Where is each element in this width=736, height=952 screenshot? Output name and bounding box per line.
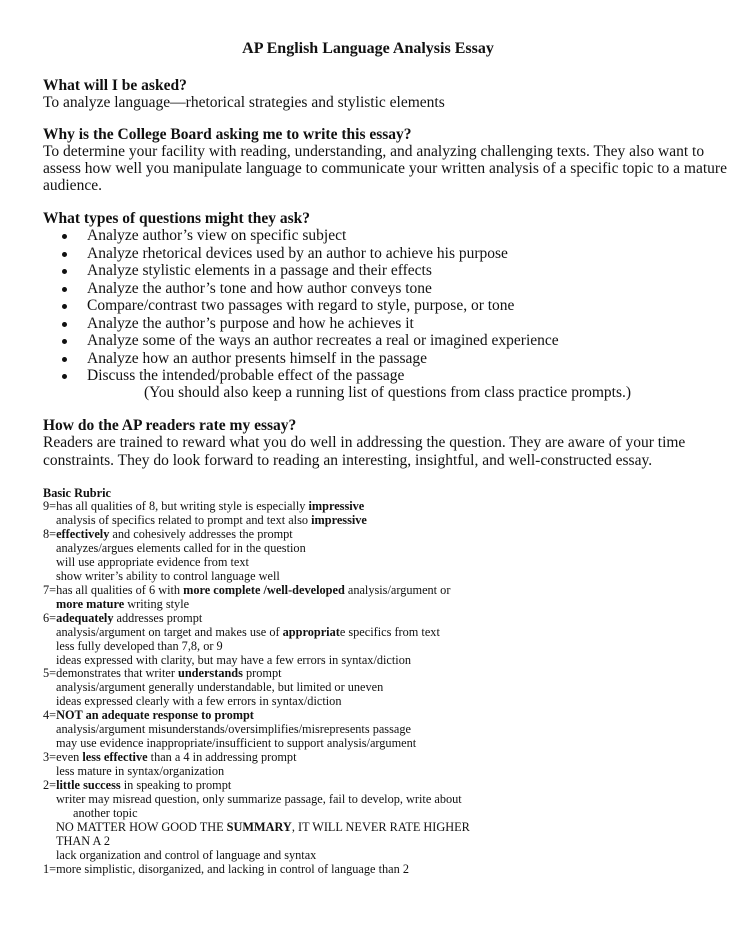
text-why-line-2: assess how well you manipulate language to communicate your written analysis of a specific topic to a mature [43,160,727,177]
rubric-line-6-detail: analysis/argument on target and makes use of appropriate specifics from text [56,625,440,639]
rubric-line-5-detail: analysis/argument generally understandable, but limited or uneven [56,680,384,694]
rubric-line-7: 7=has all qualities of 6 with more complete /well-developed analysis/argument or [43,583,451,597]
rubric-line-7-detail: more mature writing style [56,597,190,611]
bullet-icon [62,374,67,379]
question-list-note: (You should also keep a running list of questions from class practice prompts.) [144,384,632,401]
rubric-line-2-warning: THAN A 2 [56,834,110,848]
rubric-line-4-detail: may use evidence inappropriate/insufficient to support analysis/argument [56,736,417,750]
list-item: Analyze rhetorical devices used by an author to achieve his purpose [87,245,508,262]
rubric-line-4-detail: analysis/argument misunderstands/oversimplifies/misrepresents passage [56,722,411,736]
list-item: Analyze how an author presents himself in the passage [87,350,428,367]
rubric-line-2-warning: NO MATTER HOW GOOD THE SUMMARY, IT WILL NEVER RATE HIGHER [56,820,470,834]
bullet-icon [62,304,67,309]
bullet-icon [62,322,67,327]
list-item: Analyze the author’s tone and how author conveys tone [87,280,432,297]
heading-why-college-board: Why is the College Board asking me to write this essay? [43,126,412,143]
rubric-line-2-detail: lack organization and control of language and syntax [56,848,317,862]
rubric-line-4: 4=NOT an adequate response to prompt [43,708,254,722]
rubric-line-5: 5=demonstrates that writer understands prompt [43,666,282,680]
rubric-line-8: 8=effectively and cohesively addresses the prompt [43,527,293,541]
heading-readers-rate: How do the AP readers rate my essay? [43,417,297,434]
rubric-line-6-detail: ideas expressed with clarity, but may have a few errors in syntax/diction [56,653,412,667]
rubric-line-6: 6=adequately addresses prompt [43,611,203,625]
text-readers-line-1: Readers are trained to reward what you do well in addressing the question. They are aware of your time [43,434,686,451]
list-item: Analyze the author’s purpose and how he achieves it [87,315,414,332]
bullet-icon [62,357,67,362]
rubric-line-3: 3=even less effective than a 4 in addressing prompt [43,750,297,764]
bullet-icon [62,339,67,344]
document-title: AP English Language Analysis Essay [242,40,494,57]
list-item: Analyze stylistic elements in a passage and their effects [87,262,432,279]
rubric-line-6-detail: less fully developed than 7,8, or 9 [56,639,223,653]
list-item: Analyze author’s view on specific subject [87,227,347,244]
text-why-line-1: To determine your facility with reading, understanding, and analyzing challenging texts. They also want to [43,143,705,160]
list-item: Analyze some of the ways an author recreates a real or imagined experience [87,332,559,349]
rubric-heading: Basic Rubric [43,486,111,500]
rubric-line-8-detail: analyzes/argues elements called for in the question [56,541,306,555]
heading-what-asked: What will I be asked? [43,77,187,94]
rubric-line-5-detail: ideas expressed clearly with a few errors in syntax/diction [56,694,342,708]
text-what-asked: To analyze language—rhetorical strategies and stylistic elements [43,94,445,111]
heading-question-types: What types of questions might they ask? [43,210,310,227]
rubric-line-2-detail: another topic [73,806,138,820]
bullet-icon [62,252,67,257]
rubric-line-9: 9=has all qualities of 8, but writing style is especially impressive [43,499,365,513]
bullet-icon [62,287,67,292]
list-item: Compare/contrast two passages with regard to style, purpose, or tone [87,297,515,314]
bullet-icon [62,234,67,239]
bullet-icon [62,269,67,274]
rubric-line-2: 2=little success in speaking to prompt [43,778,232,792]
list-item: Discuss the intended/probable effect of the passage [87,367,405,384]
rubric-line-1: 1=more simplistic, disorganized, and lacking in control of language than 2 [43,862,409,876]
rubric-line-8-detail: will use appropriate evidence from text [56,555,249,569]
text-readers-line-2: constraints. They do look forward to reading an interesting, insightful, and well-constructed essay. [43,452,653,469]
rubric-line-2-detail: writer may misread question, only summarize passage, fail to develop, write about [56,792,462,806]
rubric-line-3-detail: less mature in syntax/organization [56,764,225,778]
text-why-line-3: audience. [43,177,102,194]
rubric-line-9-detail: analysis of specifics related to prompt and text also impressive [56,513,367,527]
rubric-line-8-detail: show writer’s ability to control language well [56,569,280,583]
